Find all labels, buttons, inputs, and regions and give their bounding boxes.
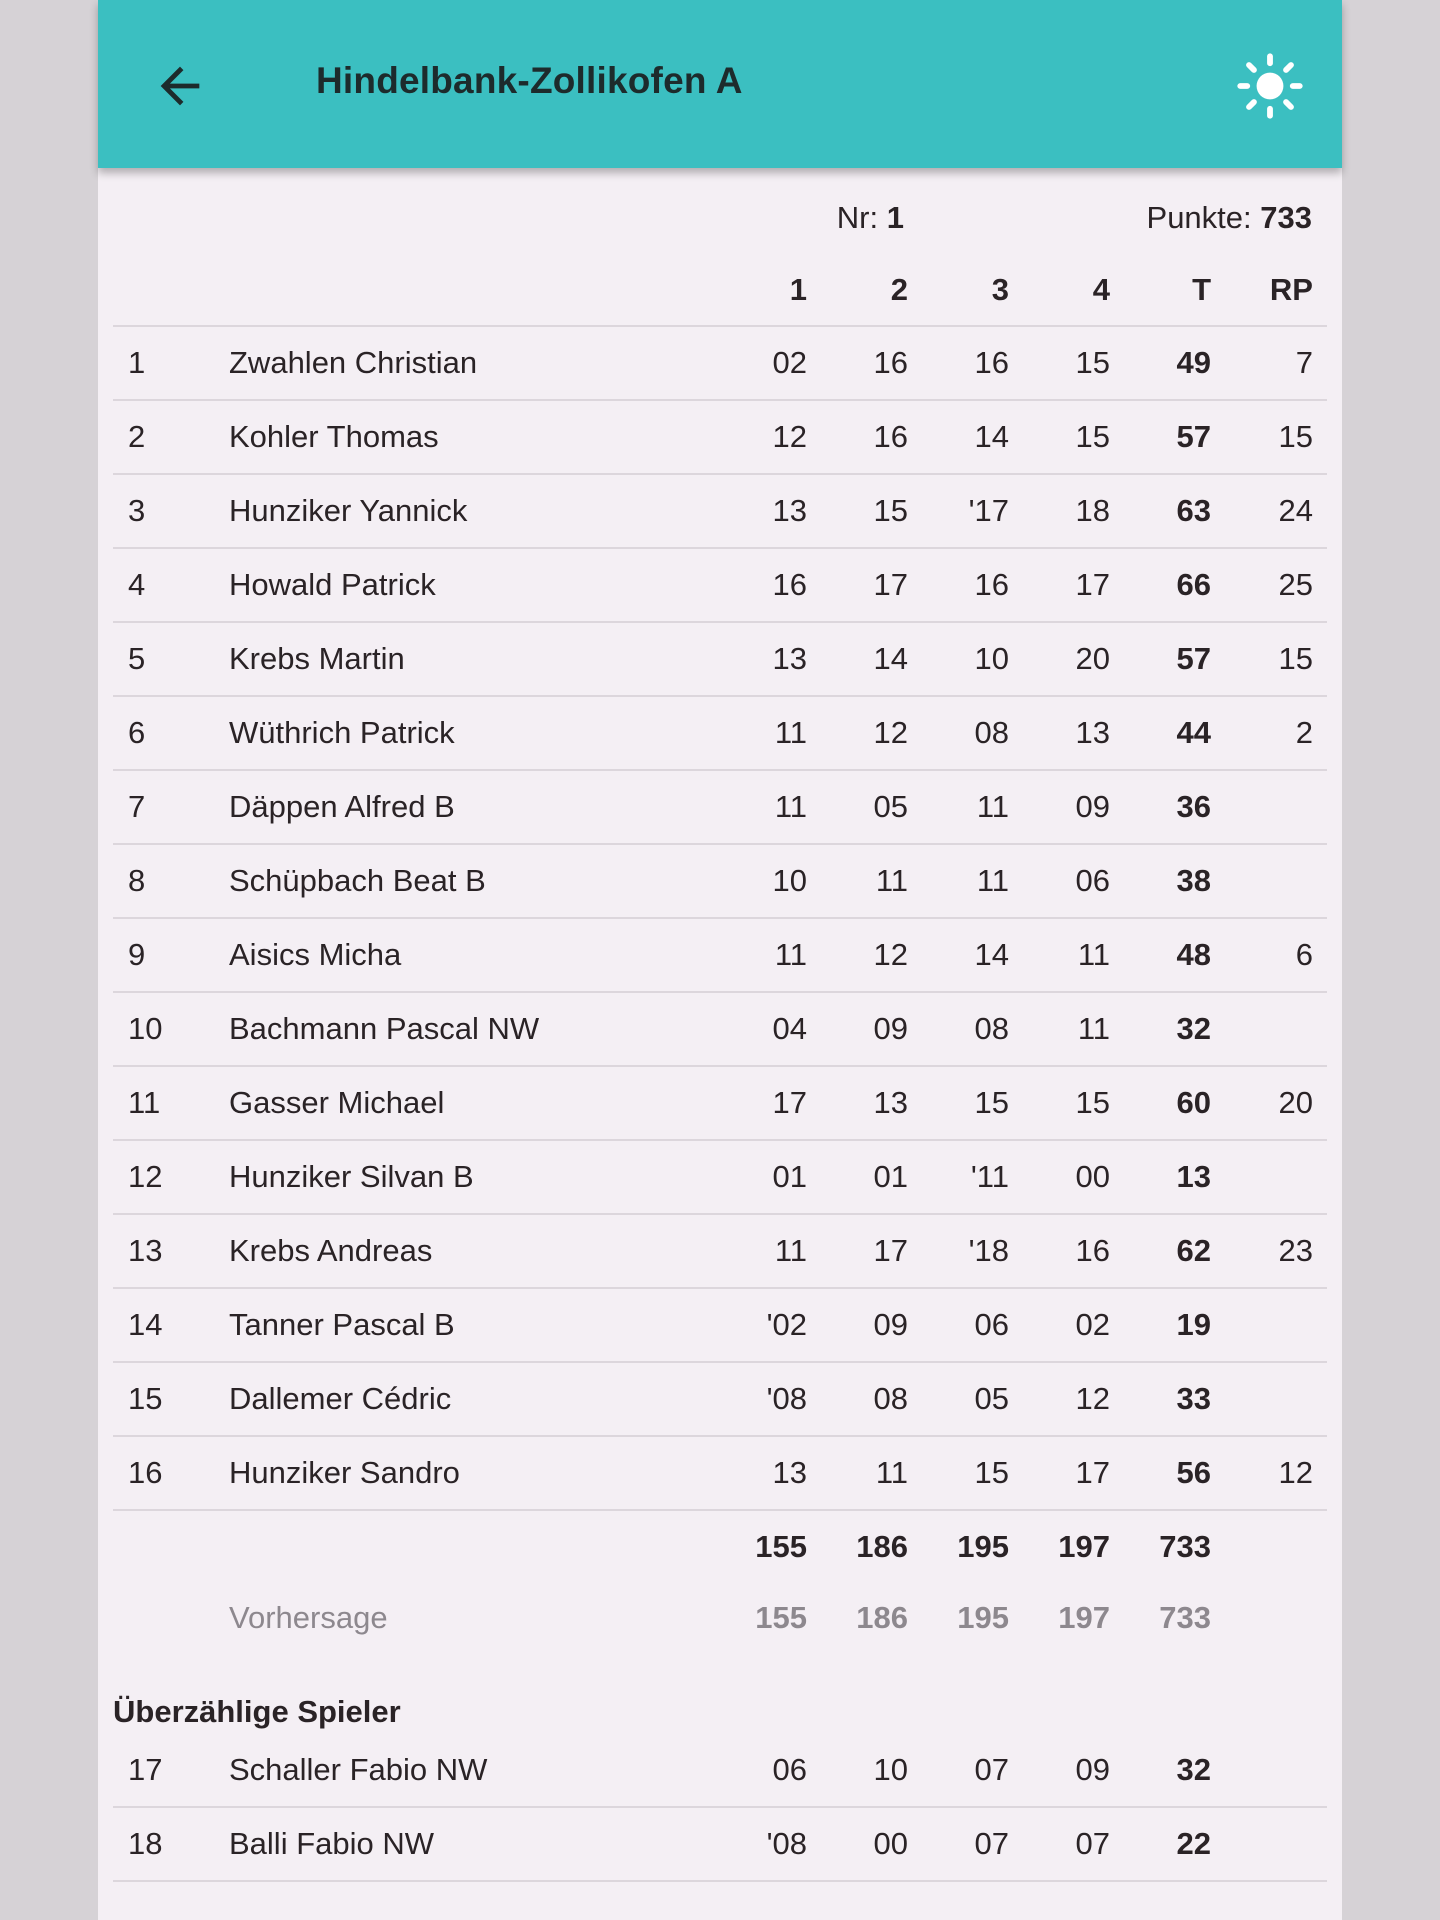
round-3-score: 11: [976, 863, 1009, 898]
round-2-score: 12: [873, 715, 908, 750]
table-row[interactable]: [113, 697, 1327, 771]
ranking-points: 23: [1278, 1233, 1313, 1268]
ranking-points: 20: [1278, 1085, 1313, 1120]
player-name: Howald Patrick: [229, 567, 436, 602]
round-1-score: 04: [772, 1011, 807, 1046]
ranking-points: 25: [1278, 567, 1313, 602]
round-1-score: 01: [772, 1159, 807, 1194]
screen: [98, 0, 1342, 1920]
round-2-score: 16: [873, 345, 908, 380]
table-row[interactable]: [113, 475, 1327, 549]
round-2-score: 09: [873, 1011, 908, 1046]
round-4-score: 02: [1075, 1307, 1110, 1342]
round-2-score: 10: [873, 1752, 908, 1787]
round-2-score: 00: [873, 1826, 908, 1861]
total-round-4: 197: [1058, 1529, 1110, 1564]
total-round-3: 195: [957, 1529, 1009, 1564]
round-1-score: 10: [772, 863, 807, 898]
round-3-score: 07: [974, 1826, 1009, 1861]
round-3-score: 08: [974, 715, 1009, 750]
team-summary: [98, 200, 1342, 240]
round-3-score: 08: [974, 1011, 1009, 1046]
round-2-score: 08: [873, 1381, 908, 1416]
total-score: 32: [1176, 1011, 1211, 1046]
player-number: 2: [128, 419, 146, 454]
round-3-score: 14: [974, 419, 1009, 454]
round-3-score: 05: [974, 1381, 1009, 1416]
round-1-score: 11: [774, 937, 807, 972]
table-row[interactable]: [113, 327, 1327, 401]
round-1-score: 11: [774, 1233, 807, 1268]
round-3-score: '11: [970, 1159, 1009, 1194]
table-row[interactable]: [113, 1289, 1327, 1363]
forecast-round-1: 155: [755, 1600, 807, 1635]
round-2-score: 11: [875, 1455, 908, 1490]
round-3-score: 15: [974, 1455, 1009, 1490]
round-2-score: 13: [873, 1085, 908, 1120]
ranking-points: 7: [1295, 345, 1313, 380]
table-row[interactable]: [113, 845, 1327, 919]
header-round-3: 3: [991, 272, 1009, 307]
round-3-score: '18: [968, 1233, 1009, 1268]
round-4-score: 12: [1075, 1381, 1110, 1416]
team-points: Punkte: 733: [1146, 200, 1312, 235]
forecast-label: Vorhersage: [229, 1600, 388, 1635]
player-name: Krebs Martin: [229, 641, 405, 676]
round-4-score: 17: [1075, 1455, 1110, 1490]
forecast-round-4: 197: [1058, 1600, 1110, 1635]
player-name: Gasser Michael: [229, 1085, 445, 1120]
round-1-score: '08: [766, 1826, 807, 1861]
round-2-score: 01: [873, 1159, 908, 1194]
table-row[interactable]: [113, 1808, 1327, 1882]
total-score: 56: [1176, 1455, 1211, 1490]
player-name: Hunziker Sandro: [229, 1455, 460, 1490]
round-3-score: 07: [974, 1752, 1009, 1787]
round-4-score: 09: [1075, 1752, 1110, 1787]
table-row[interactable]: [113, 623, 1327, 697]
total-score: 33: [1176, 1381, 1211, 1416]
total-score: 48: [1176, 937, 1211, 972]
player-name: Zwahlen Christian: [229, 345, 478, 380]
player-number: 8: [128, 863, 146, 898]
total-score: 32: [1176, 1752, 1211, 1787]
table-row[interactable]: [113, 919, 1327, 993]
table-row[interactable]: [113, 1215, 1327, 1289]
round-3-score: 16: [974, 567, 1009, 602]
total-score: 22: [1176, 1826, 1211, 1861]
round-3-score: '17: [968, 493, 1009, 528]
forecast-sum: 733: [1159, 1600, 1211, 1635]
table-row[interactable]: [113, 1437, 1327, 1511]
round-4-score: 11: [1077, 937, 1110, 972]
header-round-4: 4: [1092, 272, 1110, 307]
total-score: 63: [1176, 493, 1211, 528]
round-3-score: 14: [974, 937, 1009, 972]
total-round-1: 155: [755, 1529, 807, 1564]
player-name: Schüpbach Beat B: [229, 863, 486, 898]
player-name: Kohler Thomas: [229, 419, 439, 454]
round-4-score: 15: [1075, 419, 1110, 454]
round-4-score: 06: [1075, 863, 1110, 898]
table-header: [113, 255, 1327, 327]
total-score: 62: [1176, 1233, 1211, 1268]
round-4-score: 16: [1075, 1233, 1110, 1268]
player-name: Balli Fabio NW: [229, 1826, 434, 1861]
round-2-score: 11: [875, 863, 908, 898]
round-1-score: 13: [772, 641, 807, 676]
round-1-score: 12: [772, 419, 807, 454]
ranking-points: 6: [1295, 937, 1313, 972]
round-4-score: 13: [1075, 715, 1110, 750]
round-4-score: 20: [1075, 641, 1110, 676]
round-1-score: 17: [772, 1085, 807, 1120]
round-4-score: 11: [1077, 1011, 1110, 1046]
player-number: 15: [128, 1381, 163, 1416]
round-2-score: 09: [873, 1307, 908, 1342]
total-score: 57: [1176, 641, 1211, 676]
round-1-score: 11: [774, 789, 807, 824]
player-number: 7: [128, 789, 146, 824]
player-number: 3: [128, 493, 146, 528]
round-1-score: '08: [766, 1381, 807, 1416]
header-rp: RP: [1269, 272, 1313, 307]
theme-toggle-button[interactable]: [1234, 50, 1306, 122]
total-score: 66: [1176, 567, 1211, 602]
round-4-score: 07: [1075, 1826, 1110, 1861]
player-name: Hunziker Yannick: [229, 493, 468, 528]
total-score: 57: [1176, 419, 1211, 454]
player-number: 4: [128, 567, 146, 602]
round-3-score: 11: [976, 789, 1009, 824]
player-name: Krebs Andreas: [229, 1233, 433, 1268]
total-score: 38: [1176, 863, 1211, 898]
ranking-points: 24: [1278, 493, 1313, 528]
forecast-row: [113, 1583, 1327, 1653]
player-number: 1: [128, 345, 146, 380]
totals-row: [113, 1511, 1327, 1583]
back-button[interactable]: [148, 54, 212, 118]
table-row[interactable]: [113, 1363, 1327, 1437]
table-row[interactable]: [113, 1141, 1327, 1215]
ranking-points: 15: [1278, 419, 1313, 454]
round-4-score: 17: [1075, 567, 1110, 602]
forecast-round-2: 186: [856, 1600, 908, 1635]
table-row[interactable]: [113, 401, 1327, 475]
total-score: 19: [1176, 1307, 1211, 1342]
team-number: Nr: 1: [836, 200, 904, 235]
round-4-score: 09: [1075, 789, 1110, 824]
total-score: 60: [1176, 1085, 1211, 1120]
table-row[interactable]: [113, 993, 1327, 1067]
forecast-round-3: 195: [957, 1600, 1009, 1635]
player-number: 11: [128, 1085, 161, 1120]
round-4-score: 15: [1075, 345, 1110, 380]
round-1-score: 16: [772, 567, 807, 602]
player-number: 5: [128, 641, 146, 676]
total-score: 44: [1176, 715, 1211, 750]
extra-players-title: Überzählige Spieler: [113, 1694, 401, 1729]
round-2-score: 15: [873, 493, 908, 528]
total-round-2: 186: [856, 1529, 908, 1564]
player-number: 17: [128, 1752, 163, 1787]
page-title: Hindelbank-Zollikofen A: [316, 60, 743, 101]
round-2-score: 12: [873, 937, 908, 972]
player-number: 16: [128, 1455, 163, 1490]
round-2-score: 16: [873, 419, 908, 454]
header-round-2: 2: [890, 272, 908, 307]
round-1-score: 13: [772, 493, 807, 528]
player-name: Hunziker Silvan B: [229, 1159, 474, 1194]
total-score: 49: [1176, 345, 1211, 380]
round-1-score: '02: [766, 1307, 807, 1342]
table-row[interactable]: [113, 771, 1327, 845]
ranking-points: 12: [1278, 1455, 1313, 1490]
ranking-points: 15: [1278, 641, 1313, 676]
round-3-score: 06: [974, 1307, 1009, 1342]
header-total: T: [1192, 272, 1211, 307]
player-number: 6: [128, 715, 146, 750]
total-score: 13: [1176, 1159, 1211, 1194]
header-round-1: 1: [789, 272, 807, 307]
table-row[interactable]: [113, 549, 1327, 623]
sun-icon: [1235, 51, 1305, 121]
player-name: Bachmann Pascal NW: [229, 1011, 540, 1046]
round-2-score: 17: [873, 567, 908, 602]
round-3-score: 10: [974, 641, 1009, 676]
table-row[interactable]: [113, 1734, 1327, 1808]
round-1-score: 02: [772, 345, 807, 380]
player-name: Däppen Alfred B: [229, 789, 455, 824]
round-1-score: 13: [772, 1455, 807, 1490]
round-4-score: 00: [1075, 1159, 1110, 1194]
table-row[interactable]: [113, 1067, 1327, 1141]
results-table: [113, 255, 1327, 1653]
round-4-score: 18: [1075, 493, 1110, 528]
app-bar: [98, 0, 1342, 168]
player-number: 13: [128, 1233, 163, 1268]
player-name: Wüthrich Patrick: [229, 715, 455, 750]
total-score: 36: [1176, 789, 1211, 824]
extra-players-table: [113, 1734, 1327, 1882]
player-number: 9: [128, 937, 146, 972]
player-name: Schaller Fabio NW: [229, 1752, 488, 1787]
round-1-score: 06: [772, 1752, 807, 1787]
ranking-points: 2: [1295, 715, 1313, 750]
round-2-score: 05: [873, 789, 908, 824]
round-1-score: 11: [774, 715, 807, 750]
total-sum: 733: [1159, 1529, 1211, 1564]
round-2-score: 17: [873, 1233, 908, 1268]
round-4-score: 15: [1075, 1085, 1110, 1120]
player-number: 18: [128, 1826, 163, 1861]
player-number: 12: [128, 1159, 163, 1194]
player-name: Aisics Micha: [229, 937, 402, 972]
round-3-score: 16: [974, 345, 1009, 380]
player-name: Tanner Pascal B: [229, 1307, 455, 1342]
player-name: Dallemer Cédric: [229, 1381, 452, 1416]
round-2-score: 14: [873, 641, 908, 676]
player-number: 14: [128, 1307, 163, 1342]
player-number: 10: [128, 1011, 163, 1046]
round-3-score: 15: [974, 1085, 1009, 1120]
arrow-left-icon: [151, 57, 209, 115]
